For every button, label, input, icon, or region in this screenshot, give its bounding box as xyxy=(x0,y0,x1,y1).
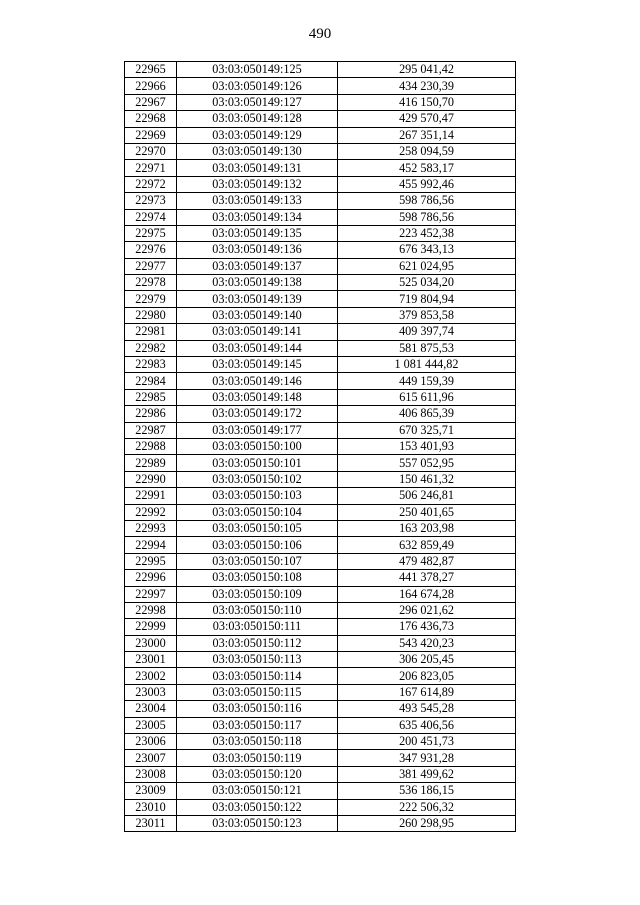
row-number-cell: 22994 xyxy=(125,537,177,553)
cadastral-number-cell: 03:03:050150:114 xyxy=(177,668,338,684)
row-number-cell: 22993 xyxy=(125,520,177,536)
table-row xyxy=(125,684,516,700)
row-number-cell: 22999 xyxy=(125,619,177,635)
cadastral-value-cell: 153 401,93 xyxy=(338,438,516,454)
row-number-cell: 22979 xyxy=(125,291,177,307)
cadastral-number-cell: 03:03:050150:119 xyxy=(177,750,338,766)
table-row xyxy=(125,78,516,94)
row-number-cell: 22966 xyxy=(125,78,177,94)
cadastral-number-cell: 03:03:050150:106 xyxy=(177,537,338,553)
cadastral-number-cell: 03:03:050149:131 xyxy=(177,160,338,176)
cadastral-number-cell: 03:03:050149:145 xyxy=(177,357,338,373)
cadastral-number-cell: 03:03:050149:127 xyxy=(177,94,338,110)
cadastral-value-cell: 525 034,20 xyxy=(338,275,516,291)
cadastral-number-cell: 03:03:050150:102 xyxy=(177,471,338,487)
cadastral-number-cell: 03:03:050150:123 xyxy=(177,815,338,831)
cadastral-value-cell: 670 325,71 xyxy=(338,422,516,438)
table-row xyxy=(125,111,516,127)
row-number-cell: 22992 xyxy=(125,504,177,520)
cadastral-number-cell: 03:03:050149:139 xyxy=(177,291,338,307)
cadastral-value-cell: 260 298,95 xyxy=(338,815,516,831)
cadastral-value-cell: 434 230,39 xyxy=(338,78,516,94)
table-row xyxy=(125,225,516,241)
row-number-cell: 22991 xyxy=(125,488,177,504)
table-row xyxy=(125,750,516,766)
cadastral-number-cell: 03:03:050149:137 xyxy=(177,258,338,274)
cadastral-value-cell: 455 992,46 xyxy=(338,176,516,192)
cadastral-number-cell: 03:03:050150:107 xyxy=(177,553,338,569)
cadastral-value-cell: 543 420,23 xyxy=(338,635,516,651)
row-number-cell: 22968 xyxy=(125,111,177,127)
table-row xyxy=(125,176,516,192)
cadastral-value-cell: 222 506,32 xyxy=(338,799,516,815)
table-row xyxy=(125,701,516,717)
page-number: 490 xyxy=(308,26,332,42)
table-row xyxy=(125,406,516,422)
cadastral-value-cell: 493 545,28 xyxy=(338,701,516,717)
table-row xyxy=(125,520,516,536)
cadastral-number-cell: 03:03:050149:138 xyxy=(177,275,338,291)
cadastral-value-cell: 719 804,94 xyxy=(338,291,516,307)
table-row xyxy=(125,652,516,668)
cadastral-value-cell: 632 859,49 xyxy=(338,537,516,553)
table-row xyxy=(125,127,516,143)
cadastral-value-cell: 1 081 444,82 xyxy=(338,357,516,373)
cadastral-number-cell: 03:03:050149:128 xyxy=(177,111,338,127)
row-number-cell: 23010 xyxy=(125,799,177,815)
row-number-cell: 23004 xyxy=(125,701,177,717)
table-row xyxy=(125,307,516,323)
row-number-cell: 22975 xyxy=(125,225,177,241)
table-row xyxy=(125,488,516,504)
cadastral-number-cell: 03:03:050150:111 xyxy=(177,619,338,635)
cadastral-number-cell: 03:03:050149:133 xyxy=(177,193,338,209)
cadastral-value-cell: 295 041,42 xyxy=(338,62,516,78)
cadastral-value-cell: 416 150,70 xyxy=(338,94,516,110)
cadastral-value-cell: 258 094,59 xyxy=(338,143,516,159)
table-row xyxy=(125,324,516,340)
cadastral-value-cell: 441 378,27 xyxy=(338,570,516,586)
cadastral-number-cell: 03:03:050150:122 xyxy=(177,799,338,815)
cadastral-number-cell: 03:03:050150:117 xyxy=(177,717,338,733)
table-row xyxy=(125,602,516,618)
cadastral-value-cell: 452 583,17 xyxy=(338,160,516,176)
cadastral-value-cell: 296 021,62 xyxy=(338,602,516,618)
cadastral-value-cell: 379 853,58 xyxy=(338,307,516,323)
table-row xyxy=(125,193,516,209)
cadastral-number-cell: 03:03:050150:105 xyxy=(177,520,338,536)
cadastral-number-cell: 03:03:050149:177 xyxy=(177,422,338,438)
row-number-cell: 22978 xyxy=(125,275,177,291)
row-number-cell: 22969 xyxy=(125,127,177,143)
cadastral-value-cell: 449 159,39 xyxy=(338,373,516,389)
row-number-cell: 22995 xyxy=(125,553,177,569)
cadastral-value-cell: 676 343,13 xyxy=(338,242,516,258)
cadastral-number-cell: 03:03:050149:132 xyxy=(177,176,338,192)
table-row xyxy=(125,783,516,799)
row-number-cell: 22965 xyxy=(125,62,177,78)
cadastral-value-cell: 598 786,56 xyxy=(338,193,516,209)
cadastral-number-cell: 03:03:050149:136 xyxy=(177,242,338,258)
cadastral-value-cell: 206 823,05 xyxy=(338,668,516,684)
cadastral-value-cell: 536 186,15 xyxy=(338,783,516,799)
cadastral-number-cell: 03:03:050150:109 xyxy=(177,586,338,602)
cadastral-number-cell: 03:03:050149:144 xyxy=(177,340,338,356)
row-number-cell: 22970 xyxy=(125,143,177,159)
row-number-cell: 22982 xyxy=(125,340,177,356)
row-number-cell: 22986 xyxy=(125,406,177,422)
row-number-cell: 23005 xyxy=(125,717,177,733)
cadastral-value-cell: 150 461,32 xyxy=(338,471,516,487)
row-number-cell: 22973 xyxy=(125,193,177,209)
table-row xyxy=(125,635,516,651)
cadastral-number-cell: 03:03:050150:110 xyxy=(177,602,338,618)
cadastral-value-cell: 479 482,87 xyxy=(338,553,516,569)
row-number-cell: 22998 xyxy=(125,602,177,618)
table-row xyxy=(125,717,516,733)
cadastral-value-cell: 598 786,56 xyxy=(338,209,516,225)
cadastral-number-cell: 03:03:050150:112 xyxy=(177,635,338,651)
cadastral-number-cell: 03:03:050149:148 xyxy=(177,389,338,405)
cadastral-value-table xyxy=(124,61,516,832)
row-number-cell: 22981 xyxy=(125,324,177,340)
cadastral-value-cell: 306 205,45 xyxy=(338,652,516,668)
cadastral-number-cell: 03:03:050149:140 xyxy=(177,307,338,323)
cadastral-number-cell: 03:03:050149:125 xyxy=(177,62,338,78)
table-row xyxy=(125,570,516,586)
row-number-cell: 23006 xyxy=(125,734,177,750)
row-number-cell: 22971 xyxy=(125,160,177,176)
table-row xyxy=(125,160,516,176)
row-number-cell: 22997 xyxy=(125,586,177,602)
cadastral-number-cell: 03:03:050149:146 xyxy=(177,373,338,389)
table-row xyxy=(125,62,516,78)
table-row xyxy=(125,94,516,110)
table-row xyxy=(125,766,516,782)
table-row xyxy=(125,734,516,750)
table-row xyxy=(125,537,516,553)
table-row xyxy=(125,275,516,291)
table-row xyxy=(125,815,516,831)
table-body xyxy=(125,62,516,832)
cadastral-value-cell: 557 052,95 xyxy=(338,455,516,471)
cadastral-value-cell: 223 452,38 xyxy=(338,225,516,241)
row-number-cell: 22976 xyxy=(125,242,177,258)
row-number-cell: 23000 xyxy=(125,635,177,651)
row-number-cell: 22988 xyxy=(125,438,177,454)
cadastral-number-cell: 03:03:050150:116 xyxy=(177,701,338,717)
row-number-cell: 23008 xyxy=(125,766,177,782)
table-row xyxy=(125,422,516,438)
row-number-cell: 22967 xyxy=(125,94,177,110)
row-number-cell: 22985 xyxy=(125,389,177,405)
table-row xyxy=(125,438,516,454)
cadastral-value-cell: 381 499,62 xyxy=(338,766,516,782)
table-row xyxy=(125,799,516,815)
cadastral-number-cell: 03:03:050150:120 xyxy=(177,766,338,782)
row-number-cell: 22972 xyxy=(125,176,177,192)
table-row xyxy=(125,619,516,635)
row-number-cell: 22974 xyxy=(125,209,177,225)
cadastral-number-cell: 03:03:050150:100 xyxy=(177,438,338,454)
row-number-cell: 23007 xyxy=(125,750,177,766)
cadastral-value-cell: 581 875,53 xyxy=(338,340,516,356)
cadastral-number-cell: 03:03:050149:141 xyxy=(177,324,338,340)
row-number-cell: 22980 xyxy=(125,307,177,323)
cadastral-number-cell: 03:03:050149:129 xyxy=(177,127,338,143)
table-row xyxy=(125,373,516,389)
cadastral-number-cell: 03:03:050150:101 xyxy=(177,455,338,471)
cadastral-number-cell: 03:03:050149:126 xyxy=(177,78,338,94)
table-row xyxy=(125,357,516,373)
cadastral-value-cell: 176 436,73 xyxy=(338,619,516,635)
table-row xyxy=(125,553,516,569)
cadastral-value-cell: 615 611,96 xyxy=(338,389,516,405)
cadastral-number-cell: 03:03:050149:134 xyxy=(177,209,338,225)
table-row xyxy=(125,471,516,487)
cadastral-value-cell: 621 024,95 xyxy=(338,258,516,274)
table-row xyxy=(125,455,516,471)
cadastral-number-cell: 03:03:050149:130 xyxy=(177,143,338,159)
row-number-cell: 23001 xyxy=(125,652,177,668)
table-row xyxy=(125,340,516,356)
table-row xyxy=(125,258,516,274)
table-row xyxy=(125,586,516,602)
row-number-cell: 22989 xyxy=(125,455,177,471)
cadastral-value-cell: 163 203,98 xyxy=(338,520,516,536)
row-number-cell: 22987 xyxy=(125,422,177,438)
cadastral-number-cell: 03:03:050150:108 xyxy=(177,570,338,586)
row-number-cell: 22977 xyxy=(125,258,177,274)
cadastral-value-cell: 200 451,73 xyxy=(338,734,516,750)
cadastral-number-cell: 03:03:050150:118 xyxy=(177,734,338,750)
table-row xyxy=(125,242,516,258)
row-number-cell: 23009 xyxy=(125,783,177,799)
cadastral-value-cell: 429 570,47 xyxy=(338,111,516,127)
cadastral-number-cell: 03:03:050150:121 xyxy=(177,783,338,799)
cadastral-number-cell: 03:03:050150:113 xyxy=(177,652,338,668)
cadastral-number-cell: 03:03:050150:115 xyxy=(177,684,338,700)
row-number-cell: 23003 xyxy=(125,684,177,700)
row-number-cell: 23002 xyxy=(125,668,177,684)
row-number-cell: 22983 xyxy=(125,357,177,373)
cadastral-value-cell: 506 246,81 xyxy=(338,488,516,504)
table-row xyxy=(125,291,516,307)
cadastral-number-cell: 03:03:050150:103 xyxy=(177,488,338,504)
table-row xyxy=(125,504,516,520)
row-number-cell: 22996 xyxy=(125,570,177,586)
row-number-cell: 22984 xyxy=(125,373,177,389)
cadastral-value-cell: 406 865,39 xyxy=(338,406,516,422)
cadastral-value-cell: 267 351,14 xyxy=(338,127,516,143)
table-row xyxy=(125,389,516,405)
row-number-cell: 23011 xyxy=(125,815,177,831)
table-row xyxy=(125,668,516,684)
row-number-cell: 22990 xyxy=(125,471,177,487)
cadastral-value-cell: 635 406,56 xyxy=(338,717,516,733)
cadastral-value-cell: 164 674,28 xyxy=(338,586,516,602)
cadastral-value-cell: 167 614,89 xyxy=(338,684,516,700)
cadastral-value-cell: 250 401,65 xyxy=(338,504,516,520)
cadastral-value-cell: 347 931,28 xyxy=(338,750,516,766)
table-row xyxy=(125,209,516,225)
cadastral-value-cell: 409 397,74 xyxy=(338,324,516,340)
table-row xyxy=(125,143,516,159)
cadastral-number-cell: 03:03:050149:172 xyxy=(177,406,338,422)
cadastral-number-cell: 03:03:050150:104 xyxy=(177,504,338,520)
cadastral-number-cell: 03:03:050149:135 xyxy=(177,225,338,241)
